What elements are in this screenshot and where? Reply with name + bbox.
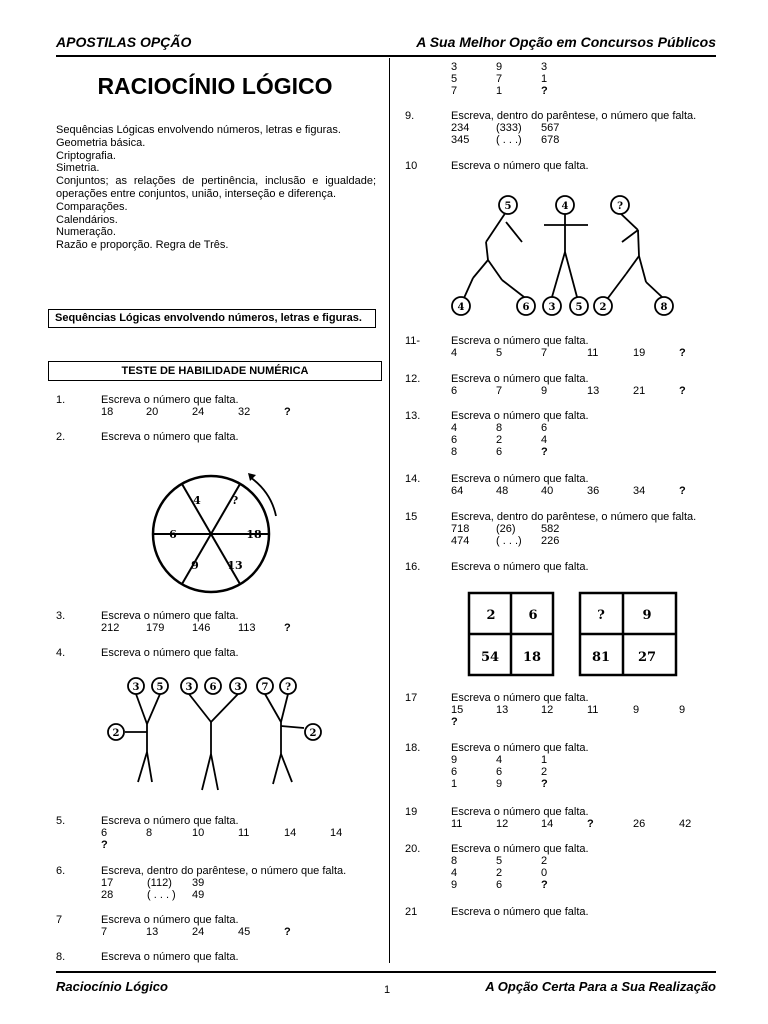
grid-value: 4	[541, 434, 548, 446]
question-instruction: Escreva o número que falta.	[101, 610, 239, 622]
grid-value: 2	[541, 766, 548, 778]
hand-value: 2	[309, 728, 317, 739]
head-value: ?	[617, 201, 623, 212]
wheel-value: 18	[246, 528, 262, 541]
wheel-value: ?	[231, 494, 239, 507]
sequence-value: 48	[496, 485, 509, 497]
sequence-value: 8	[146, 827, 153, 839]
sequence-value: 64	[451, 485, 464, 497]
grid-value: 3	[451, 61, 458, 73]
question-instruction: Escreva o número que falta.	[451, 806, 589, 818]
question-instruction: Escreva o número que falta.	[451, 742, 589, 754]
grid-value: 567	[541, 122, 560, 134]
wheel-value: 13	[227, 559, 243, 572]
sequence-value: 42	[679, 818, 692, 830]
sequence-value: 14	[330, 827, 343, 839]
grid-value: 28	[101, 889, 114, 901]
question-number: 7	[56, 914, 63, 926]
sequence-value: 15	[451, 704, 464, 716]
grid-value: 474	[451, 535, 470, 547]
question-number: 13.	[405, 410, 421, 422]
grid-value: 6	[451, 434, 458, 446]
wheel-value: 9	[191, 559, 199, 572]
sequence-value: ?	[679, 385, 686, 397]
sequence-value: 11	[587, 347, 599, 359]
grid-value: 234	[451, 122, 470, 134]
grid-cell: 54	[480, 650, 500, 665]
grid-value: 6	[541, 422, 548, 434]
sequence-value: ?	[587, 818, 594, 830]
grid-value: ( . . .)	[496, 134, 522, 146]
sequence-value: 14	[541, 818, 554, 830]
grid-value: 582	[541, 523, 560, 535]
dancing-figures-puzzle	[448, 190, 688, 320]
grid-value: 8	[496, 422, 503, 434]
question-instruction: Escreva o número que falta.	[451, 561, 589, 573]
question-number: 4.	[56, 647, 66, 659]
page-title: RACIOCÍNIO LÓGICO	[97, 73, 333, 99]
column-divider	[389, 58, 390, 963]
question-instruction: Escreva o número que falta.	[451, 373, 589, 385]
question-number: 6.	[56, 865, 66, 877]
grid-value: 39	[192, 877, 205, 889]
sequence-value: 45	[238, 926, 251, 938]
grid-value: ( . . . )	[147, 889, 176, 901]
topic-item: Calendários.	[56, 213, 118, 226]
sequence-value: 5	[496, 347, 503, 359]
question-number: 1.	[56, 394, 66, 406]
grid-cell: 81	[591, 650, 611, 665]
sequence-value: 212	[101, 622, 120, 634]
sequence-value: 179	[146, 622, 165, 634]
grid-value: 9	[451, 879, 458, 891]
grid-value: 226	[541, 535, 560, 547]
question-number: 9.	[405, 110, 415, 122]
stick-figures-puzzle	[96, 672, 336, 797]
foot-value: 8	[660, 302, 668, 313]
sequence-value: 7	[101, 926, 108, 938]
question-instruction: Escreva o número que falta.	[451, 692, 589, 704]
wheel-value: 6	[169, 528, 177, 541]
grid-value: 1	[541, 73, 548, 85]
grid-value: 7	[451, 85, 458, 97]
question-instruction: Escreva, dentro do parêntese, o número que falta.	[451, 511, 697, 523]
head-value: 4	[561, 201, 569, 212]
number-grids-puzzle	[467, 591, 682, 677]
sequence-value: ?	[284, 406, 291, 418]
grid-value: 6	[451, 766, 458, 778]
grid-cell: 2	[486, 608, 496, 623]
head-value: 5	[156, 682, 164, 693]
topic-item: Numeração.	[56, 226, 116, 239]
head-value: 3	[234, 682, 242, 693]
head-value: 3	[185, 682, 193, 693]
header-publisher: APOSTILAS OPÇÃO	[56, 34, 192, 50]
topic-item: Criptografia.	[56, 149, 116, 162]
question-instruction: Escreva o número que falta.	[451, 473, 589, 485]
question-number: 8.	[56, 951, 66, 963]
grid-value: 6	[496, 879, 503, 891]
sequence-value: 146	[192, 622, 211, 634]
sequence-value: ?	[679, 347, 686, 359]
sequence-value: 11	[587, 704, 599, 716]
sequence-value: 40	[541, 485, 554, 497]
sequence-value: 13	[587, 385, 600, 397]
head-value: ?	[285, 682, 291, 693]
question-instruction: Escreva o número que falta.	[101, 431, 239, 443]
question-number: 17	[405, 692, 418, 704]
grid-value: (26)	[496, 523, 516, 535]
question-instruction: Escreva o número que falta.	[101, 815, 239, 827]
topic-item: Razão e proporção. Regra de Três.	[56, 239, 229, 252]
grid-value: 678	[541, 134, 560, 146]
sequence-value: 24	[192, 926, 205, 938]
question-number: 15	[405, 511, 418, 523]
sequence-value: 24	[192, 406, 205, 418]
head-value: 5	[504, 201, 512, 212]
grid-value: 5	[451, 73, 458, 85]
grid-value: 49	[192, 889, 205, 901]
sequence-value: 9	[633, 704, 640, 716]
sequence-value: 18	[101, 406, 114, 418]
grid-value: 4	[496, 754, 503, 766]
question-number: 16.	[405, 561, 421, 573]
foot-value: 4	[457, 302, 465, 313]
header-slogan: A Sua Melhor Opção em Concursos Públicos	[416, 34, 716, 50]
sequence-value: 19	[633, 347, 646, 359]
topic-item: Comparações.	[56, 200, 128, 213]
sequence-value: 7	[496, 385, 503, 397]
question-instruction: Escreva o número que falta.	[101, 647, 239, 659]
grid-value: 345	[451, 134, 470, 146]
page-number: 1	[384, 984, 391, 996]
grid-value: 7	[496, 73, 503, 85]
footer-subject: Raciocínio Lógico	[56, 979, 168, 994]
question-number: 14.	[405, 473, 421, 485]
grid-value: 6	[496, 766, 503, 778]
grid-value: 5	[496, 855, 503, 867]
grid-value: 17	[101, 877, 114, 889]
page-header	[56, 33, 716, 57]
topic-item: Conjuntos; as relações de pertinência, inclusão e igualdade; operações entre conjuntos, união, interseção e diferença.	[56, 175, 376, 200]
sequence-value: 6	[101, 827, 108, 839]
grid-value: ?	[541, 85, 548, 97]
grid-value: 9	[451, 754, 458, 766]
question-number: 2.	[56, 431, 66, 443]
question-instruction: Escreva o número que falta.	[451, 906, 589, 918]
grid-value: ?	[541, 446, 548, 458]
grid-value: (112)	[147, 877, 172, 889]
topic-list	[56, 124, 376, 252]
sequence-value: 13	[146, 926, 159, 938]
foot-value: 2	[599, 302, 607, 313]
foot-value: 3	[548, 302, 556, 313]
grid-value: 6	[496, 446, 503, 458]
sequence-value: 32	[238, 406, 251, 418]
grid-value: 4	[451, 422, 458, 434]
sequence-value: 7	[541, 347, 548, 359]
question-instruction: Escreva o número que falta.	[101, 914, 239, 926]
sequence-value: 4	[451, 347, 458, 359]
foot-value: 6	[522, 302, 530, 313]
question-instruction: Escreva o número que falta.	[101, 951, 239, 963]
sequence-value: 11	[238, 827, 250, 839]
sequence-value: 34	[633, 485, 646, 497]
grid-value: ?	[541, 778, 548, 790]
foot-value: 5	[575, 302, 583, 313]
question-number: 20.	[405, 843, 421, 855]
head-value: 7	[261, 682, 269, 693]
grid-value: 9	[496, 61, 503, 73]
question-instruction: Escreva o número que falta.	[451, 335, 589, 347]
wheel-value: 4	[193, 494, 201, 507]
question-number: 12.	[405, 373, 421, 385]
grid-value: 1	[451, 778, 458, 790]
topic-item: Simetria.	[56, 162, 100, 175]
sequence-value: 113	[238, 622, 256, 634]
topic-item: Sequências Lógicas envolvendo números, letras e figuras.	[56, 124, 341, 136]
grid-value: 718	[451, 523, 470, 535]
sequence-value: 12	[496, 818, 509, 830]
footer-slogan: A Opção Certa Para a Sua Realização	[485, 979, 716, 994]
sequence-value: 13	[496, 704, 509, 716]
question-instruction: Escreva o número que falta.	[451, 160, 589, 172]
sequence-value: ?	[284, 622, 291, 634]
grid-value: 1	[496, 85, 503, 97]
sequence-value: 20	[146, 406, 159, 418]
grid-value: 8	[451, 446, 458, 458]
sequence-value: 36	[587, 485, 600, 497]
grid-value: 0	[541, 867, 548, 879]
grid-cell: 9	[642, 608, 652, 623]
question-number: 19	[405, 806, 418, 818]
sequence-value: ?	[451, 716, 458, 728]
sequence-value: 11	[451, 818, 463, 830]
sequence-value: 21	[633, 385, 646, 397]
grid-cell: 6	[528, 608, 538, 623]
sequence-value: ?	[679, 485, 686, 497]
grid-cell: ?	[597, 608, 605, 623]
head-value: 6	[209, 682, 217, 693]
sequence-value: 14	[284, 827, 297, 839]
grid-value: 2	[496, 434, 503, 446]
sequence-value: 6	[451, 385, 458, 397]
test-title-box: TESTE DE HABILIDADE NUMÉRICA	[48, 361, 382, 381]
sequence-value: ?	[284, 926, 291, 938]
topic-item: Geometria básica.	[56, 136, 146, 149]
grid-cell: 18	[522, 650, 542, 665]
grid-value: ( . . .)	[496, 535, 522, 547]
grid-value: ?	[541, 879, 548, 891]
hand-value: 2	[112, 728, 120, 739]
grid-value: 9	[496, 778, 503, 790]
number-wheel	[145, 470, 280, 595]
sequence-value: 9	[541, 385, 548, 397]
sequence-value: 10	[192, 827, 205, 839]
question-number: 18.	[405, 742, 421, 754]
grid-value: 8	[451, 855, 458, 867]
sequence-value: ?	[101, 839, 108, 851]
sequence-value: 26	[633, 818, 646, 830]
question-instruction: Escreva o número que falta.	[101, 394, 239, 406]
grid-value: (333)	[496, 122, 522, 134]
sequence-value: 9	[679, 704, 686, 716]
grid-value: 3	[541, 61, 548, 73]
head-value: 3	[132, 682, 140, 693]
grid-value: 1	[541, 754, 548, 766]
question-number: 21	[405, 906, 418, 918]
sequence-value: 12	[541, 704, 554, 716]
question-instruction: Escreva o número que falta.	[451, 410, 589, 422]
grid-value: 2	[541, 855, 548, 867]
question-instruction: Escreva, dentro do parêntese, o número que falta.	[451, 110, 697, 122]
question-instruction: Escreva, dentro do parêntese, o número que falta.	[101, 865, 347, 877]
question-number: 11-	[405, 335, 421, 347]
grid-value: 4	[451, 867, 458, 879]
question-instruction: Escreva o número que falta.	[451, 843, 589, 855]
question-number: 5.	[56, 815, 66, 827]
grid-value: 2	[496, 867, 503, 879]
question-number: 3.	[56, 610, 66, 622]
section-heading-box: Sequências Lógicas envolvendo números, letras e figuras.	[48, 309, 376, 328]
question-number: 10	[405, 160, 418, 172]
grid-cell: 27	[637, 650, 657, 665]
